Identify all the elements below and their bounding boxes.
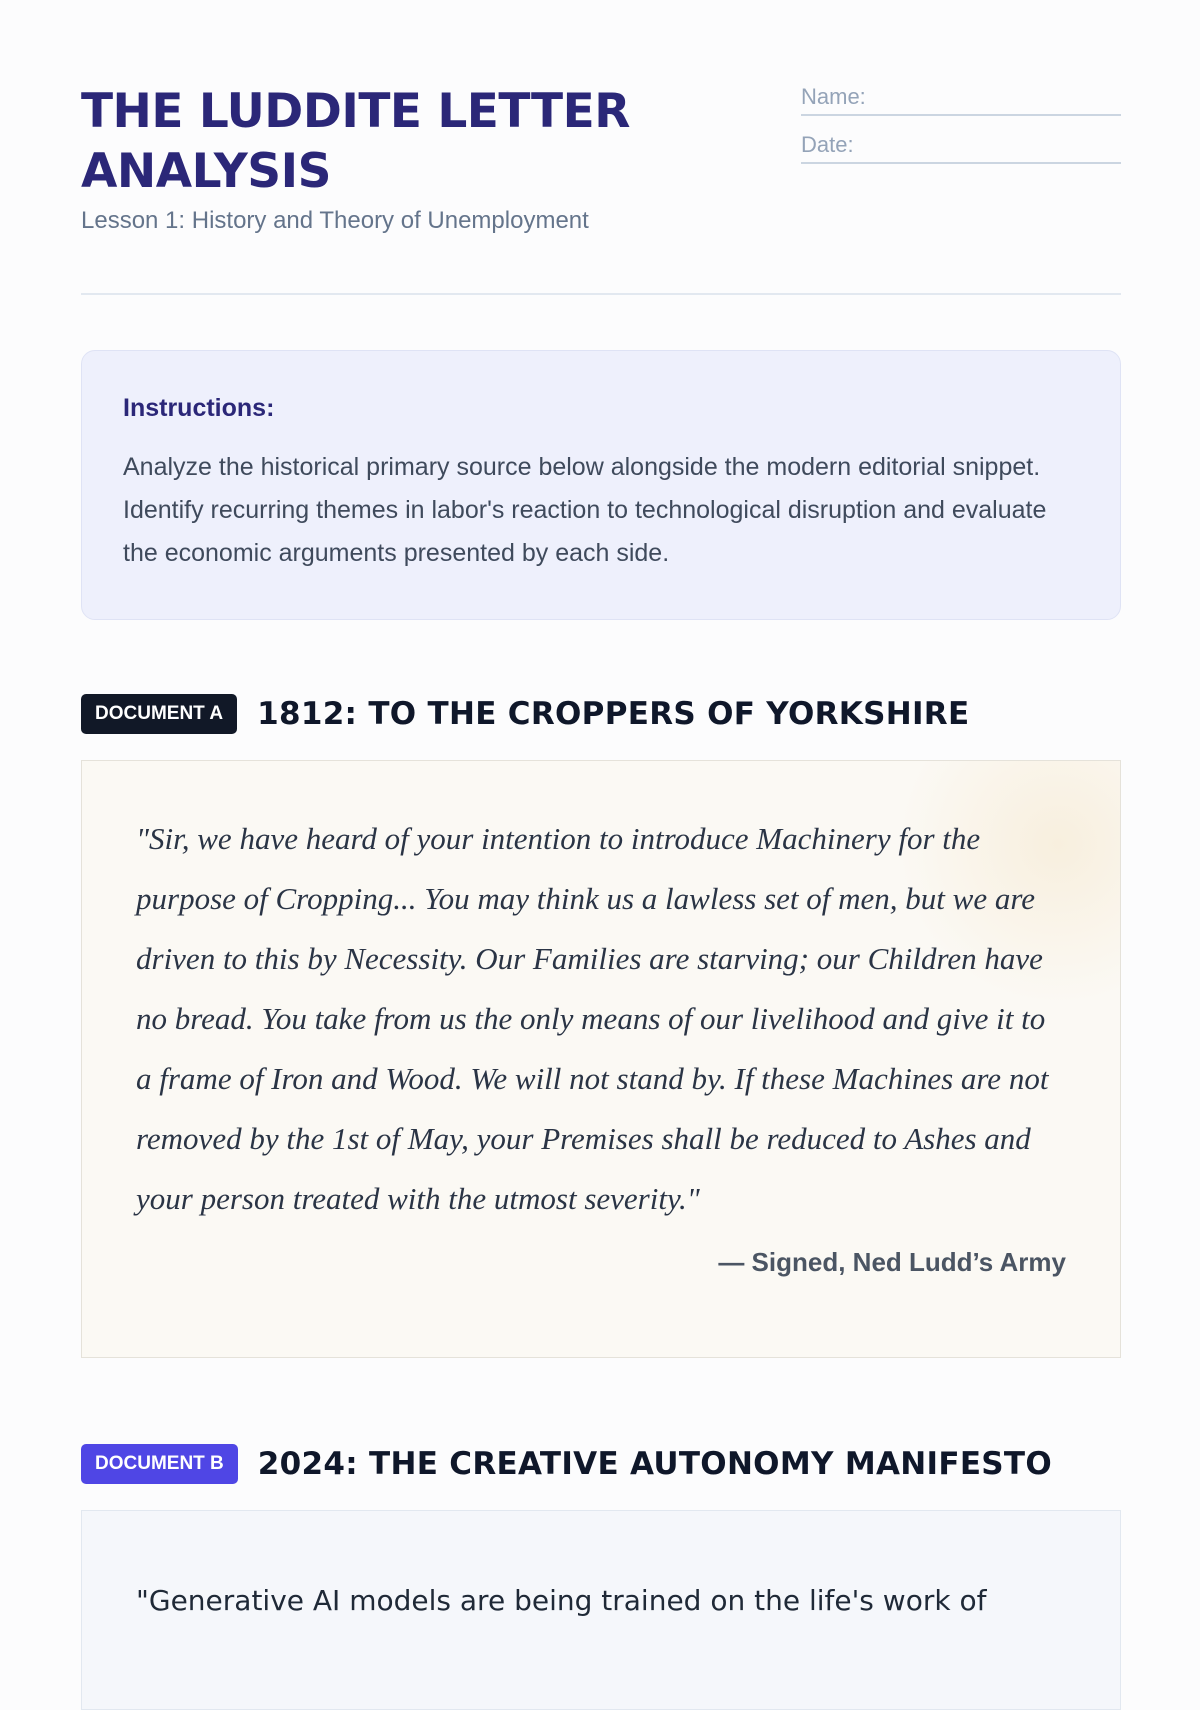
- name-field[interactable]: Name:: [801, 80, 1121, 116]
- document-a-heading: [81, 694, 969, 734]
- document-b-quote-box: [81, 1510, 1121, 1710]
- worksheet: [81, 0, 1121, 1617]
- document-b-title: 2024: THE CREATIVE AUTONOMY MANIFESTO: [257, 1446, 1053, 1482]
- page-title: THE LUDDITE LETTER ANALYSIS: [81, 84, 630, 199]
- instructions-text: Analyze the historical primary source below alongside the modern editorial snippet. Identify recurring themes in labor's reaction to technological disruption and evaluate the economic arguments presented by each side.: [123, 453, 1047, 567]
- instructions-box: [81, 350, 1121, 620]
- document-b-quote: "Generative AI models are being trained on the life's work of: [136, 1584, 987, 1617]
- document-b-badge: DOCUMENT B: [81, 1444, 238, 1484]
- document-a-quote: "Sir, we have heard of your intention to introduce Machinery for the purpose of Cropping... You may think us a lawless set of men, but we are driven to this by Necessity. Our Families are starving; our Children have no bread. You take from us the only means of our livelihood and give it to a frame of Iron and Wood. We will not stand by. If these Machines are not removed by the 1st of May, your Premises shall be reduced to Ashes and your person treated with the utmost severity.": [136, 821, 1049, 1216]
- document-b-heading: [81, 1444, 1052, 1484]
- lesson-subtitle: Lesson 1: History and Theory of Unemployment: [81, 207, 589, 234]
- date-field[interactable]: Date:: [801, 128, 1121, 164]
- header-divider: [81, 293, 1121, 295]
- worksheet-header: [81, 0, 1121, 296]
- document-a-title: 1812: TO THE CROPPERS OF YORKSHIRE: [257, 696, 970, 732]
- document-a-quote-box: [81, 760, 1121, 1358]
- document-a-badge: DOCUMENT A: [81, 694, 237, 734]
- instructions-title: Instructions:: [123, 394, 275, 422]
- document-a-signature: — Signed, Ned Ludd’s Army: [718, 1247, 1066, 1277]
- student-info-fields: [801, 80, 1121, 176]
